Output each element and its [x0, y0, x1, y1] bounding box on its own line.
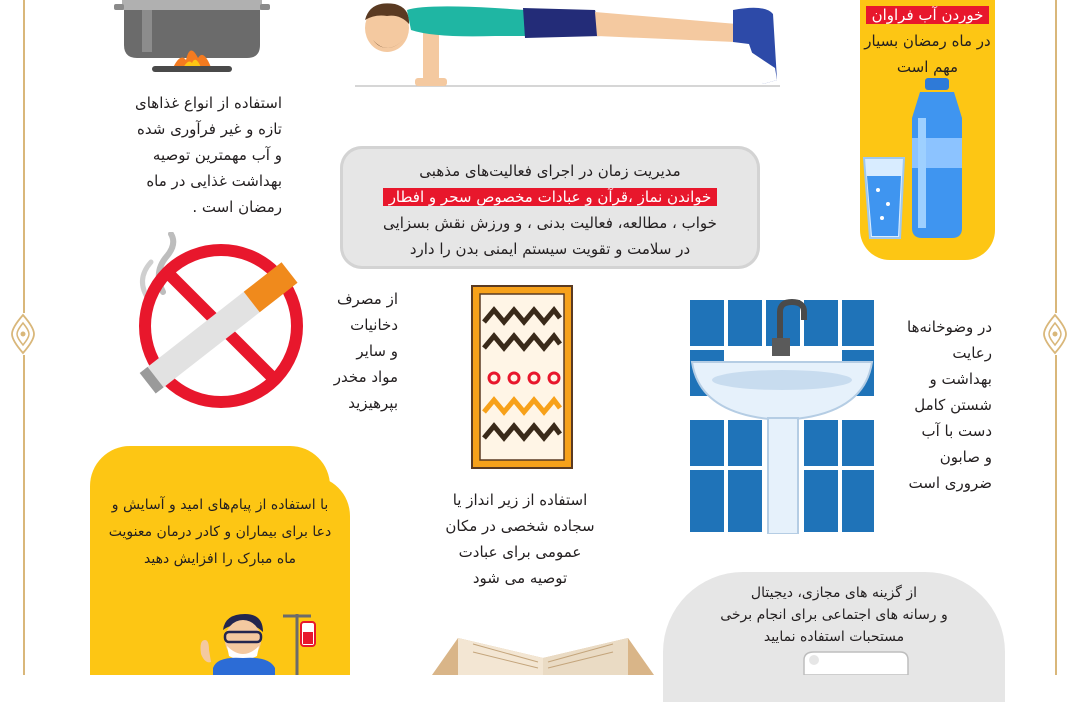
water-line-2: مهم است	[896, 58, 959, 76]
smoking-line-2: دخانیات	[350, 316, 398, 334]
pushup-man-icon	[345, 0, 785, 92]
time-line-4: در سلامت و تقویت سیستم ایمنی بدن را دارد	[409, 240, 691, 258]
hope-line-2: دعا برای بیماران و کادر درمان معنویت	[108, 524, 332, 540]
water-bottle-icon	[862, 78, 972, 243]
patient-icon	[195, 610, 335, 675]
smoking-text	[300, 286, 398, 416]
time-line-1: مدیریت زمان در اجرای فعالیت‌های مذهبی	[419, 162, 681, 180]
food-line-3: و آب مهمترین توصیه	[152, 146, 282, 164]
food-line-5: رمضان است .	[192, 198, 282, 216]
water-text	[850, 2, 1005, 80]
washroom-line-7: ضروری است	[908, 474, 992, 492]
cooking-pot-icon	[112, 0, 272, 75]
paper-sheet-icon	[800, 650, 910, 675]
prayer-line-1: استفاده از زیر انداز یا	[452, 491, 588, 509]
hope-line-1: با استفاده از پیام‌های امید و آسایش و	[111, 497, 329, 513]
washroom-line-1: در وضوخانه‌ها	[907, 318, 992, 336]
virtual-text	[670, 582, 998, 648]
washroom-text	[880, 314, 992, 496]
water-line-1: در ماه رمضان بسیار	[864, 32, 991, 50]
prayer-mat-icon	[470, 282, 574, 472]
washroom-line-2: رعایت	[952, 344, 992, 362]
virtual-line-3: مستحبات استفاده نمایید	[763, 629, 905, 645]
time-management-text	[345, 158, 755, 262]
sink-icon	[688, 298, 876, 534]
prayer-line-2: سجاده شخصی در مکان	[445, 517, 595, 535]
virtual-line-2: و رسانه های اجتماعی برای انجام برخی	[720, 607, 948, 623]
washroom-line-5: دست با آب	[921, 422, 992, 440]
smoking-line-5: بپرهیزید	[348, 394, 398, 412]
time-highlight: خواندن نماز ،قرآن و عبادات مخصوص سحر و افطار	[383, 188, 718, 206]
quran-book-icon	[428, 630, 658, 675]
washroom-line-4: شستن کامل	[914, 396, 992, 414]
prayer-line-3: عمومی برای عبادت	[458, 543, 582, 561]
no-smoking-icon	[123, 232, 303, 412]
ornament-left-icon	[10, 313, 36, 355]
water-highlight: خوردن آب فراوان	[866, 6, 990, 24]
washroom-line-6: و صابون	[939, 448, 992, 466]
time-line-3: خواب ، مطالعه، فعالیت بدنی ، و ورزش نقش بسزایی	[383, 214, 717, 232]
food-line-2: تازه و غیر فرآوری شده	[137, 120, 282, 138]
food-text	[86, 90, 282, 220]
food-line-4: بهداشت غذایی در ماه	[146, 172, 282, 190]
ornament-right-icon	[1042, 313, 1068, 355]
prayer-mat-text	[425, 487, 615, 591]
prayer-line-4: توصیه می شود	[472, 569, 568, 587]
smoking-line-4: مواد مخدر	[333, 368, 398, 386]
virtual-line-1: از گزینه های مجازی، دیجیتال	[750, 585, 918, 601]
washroom-line-3: بهداشت و	[929, 370, 992, 388]
smoking-line-3: و سایر	[356, 342, 398, 360]
hope-text	[95, 492, 345, 573]
hope-line-3: ماه مبارک را افزایش دهید	[144, 551, 296, 567]
smoking-line-1: از مصرف	[336, 290, 398, 308]
food-line-1: استفاده از انواع غذاهای	[135, 94, 282, 112]
